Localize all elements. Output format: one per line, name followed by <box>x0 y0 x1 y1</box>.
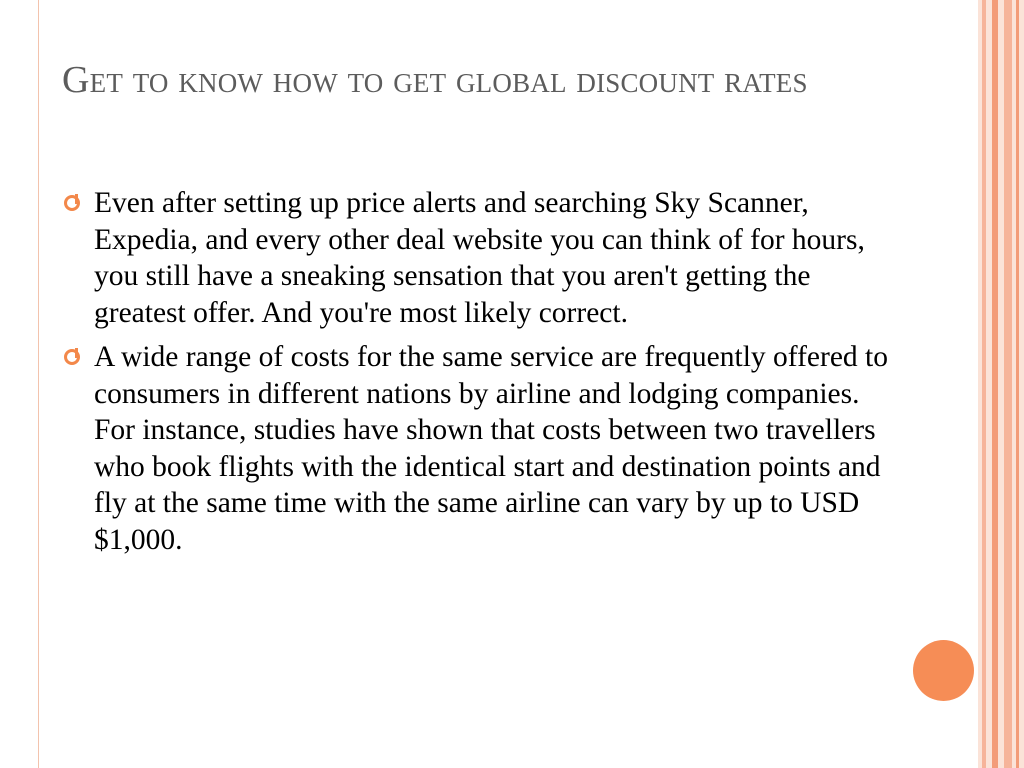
left-border-line <box>38 0 39 768</box>
border-stripe <box>1004 0 1012 768</box>
border-stripe <box>982 0 986 768</box>
bullet-text: A wide range of costs for the same service are frequently offered to consumers in different nations by airline and lodging companies. For instance, studies have shown that costs between two travellers who book flights with the identical start and destination points and fly at the same time with the same airline can vary by up to USD $1,000. <box>94 341 888 556</box>
bullet-item <box>62 185 902 331</box>
slide-title: Get to know how to get global discount rates <box>62 59 808 101</box>
decorative-circle <box>913 640 974 701</box>
bullet-item <box>62 339 902 558</box>
ring-bullet-icon <box>64 195 80 211</box>
border-stripe <box>1016 0 1019 768</box>
ring-bullet-icon <box>64 349 80 365</box>
bullet-text: Even after setting up price alerts and searching Sky Scanner, Expedia, and every other deal website you can think of for hours, you still have a sneaking sensation that you aren't getting the greatest offer. And you're most likely correct. <box>94 187 865 329</box>
border-stripe <box>992 0 998 768</box>
bullet-list <box>62 185 902 566</box>
